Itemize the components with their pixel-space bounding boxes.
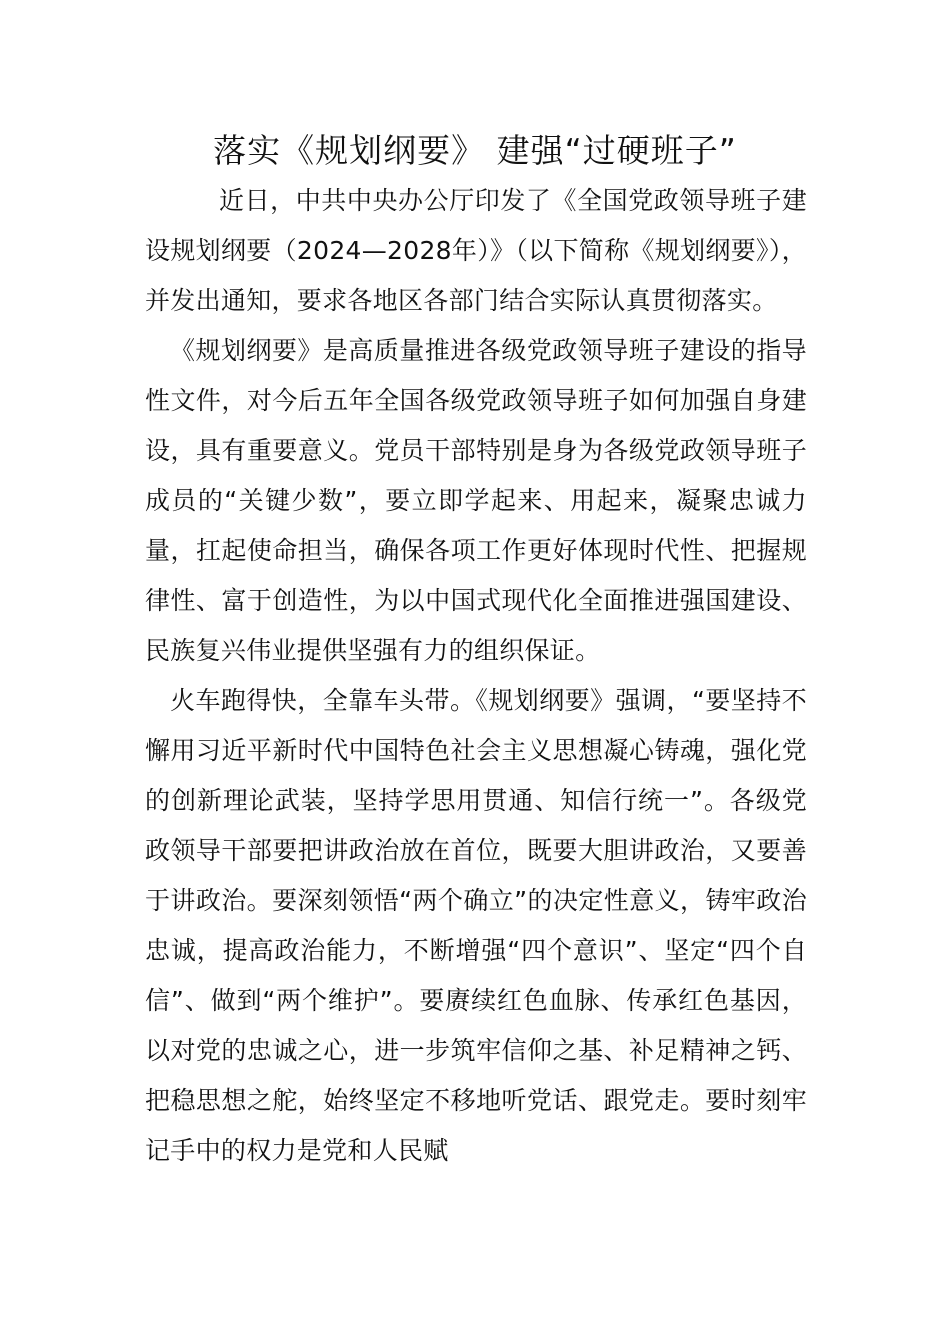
document-body	[145, 176, 807, 1176]
paragraph-intro: 近日，中共中央办公厅印发了《全国党政领导班子建设规划纲要（2024—2028年）》（以下简称《规划纲要》），并发出通知，要求各地区各部门结合实际认真贯彻落实。	[145, 186, 807, 315]
document-title: 落实《规划纲要》 建强“过硬班子”	[213, 131, 737, 170]
paragraph-leadership: 火车跑得快，全靠车头带。《规划纲要》强调，“要坚持不懈用习近平新时代中国特色社会主义思想凝心铸魂，强化党的创新理论武装，坚持学思用贯通、知信行统一”。各级党政领导干部要把讲政治放在首位，既要大胆讲政治，又要善于讲政治。要深刻领悟“两个确立”的决定性意义，铸牢政治忠诚，提高政治能力，不断增强“四个意识”、坚定“四个自信”、做到“两个维护”。要赓续红色血脉、传承红色基因，以对党的忠诚之心，进一步筑牢信仰之基、补足精神之钙、把稳思想之舵，始终坚定不移地听党话、跟党走。要时刻牢记手中的权力是党和人民赋	[145, 686, 807, 1165]
paragraph-significance: 《规划纲要》是高质量推进各级党政领导班子建设的指导性文件，对今后五年全国各级党政领导班子如何加强自身建设，具有重要意义。党员干部特别是身为各级党政领导班子成员的“关键少数”，要立即学起来、用起来，凝聚忠诚力量，扛起使命担当，确保各项工作更好体现时代性、把握规律性、富于创造性，为以中国式现代化全面推进强国建设、民族复兴伟业提供坚强有力的组织保证。	[145, 336, 807, 665]
